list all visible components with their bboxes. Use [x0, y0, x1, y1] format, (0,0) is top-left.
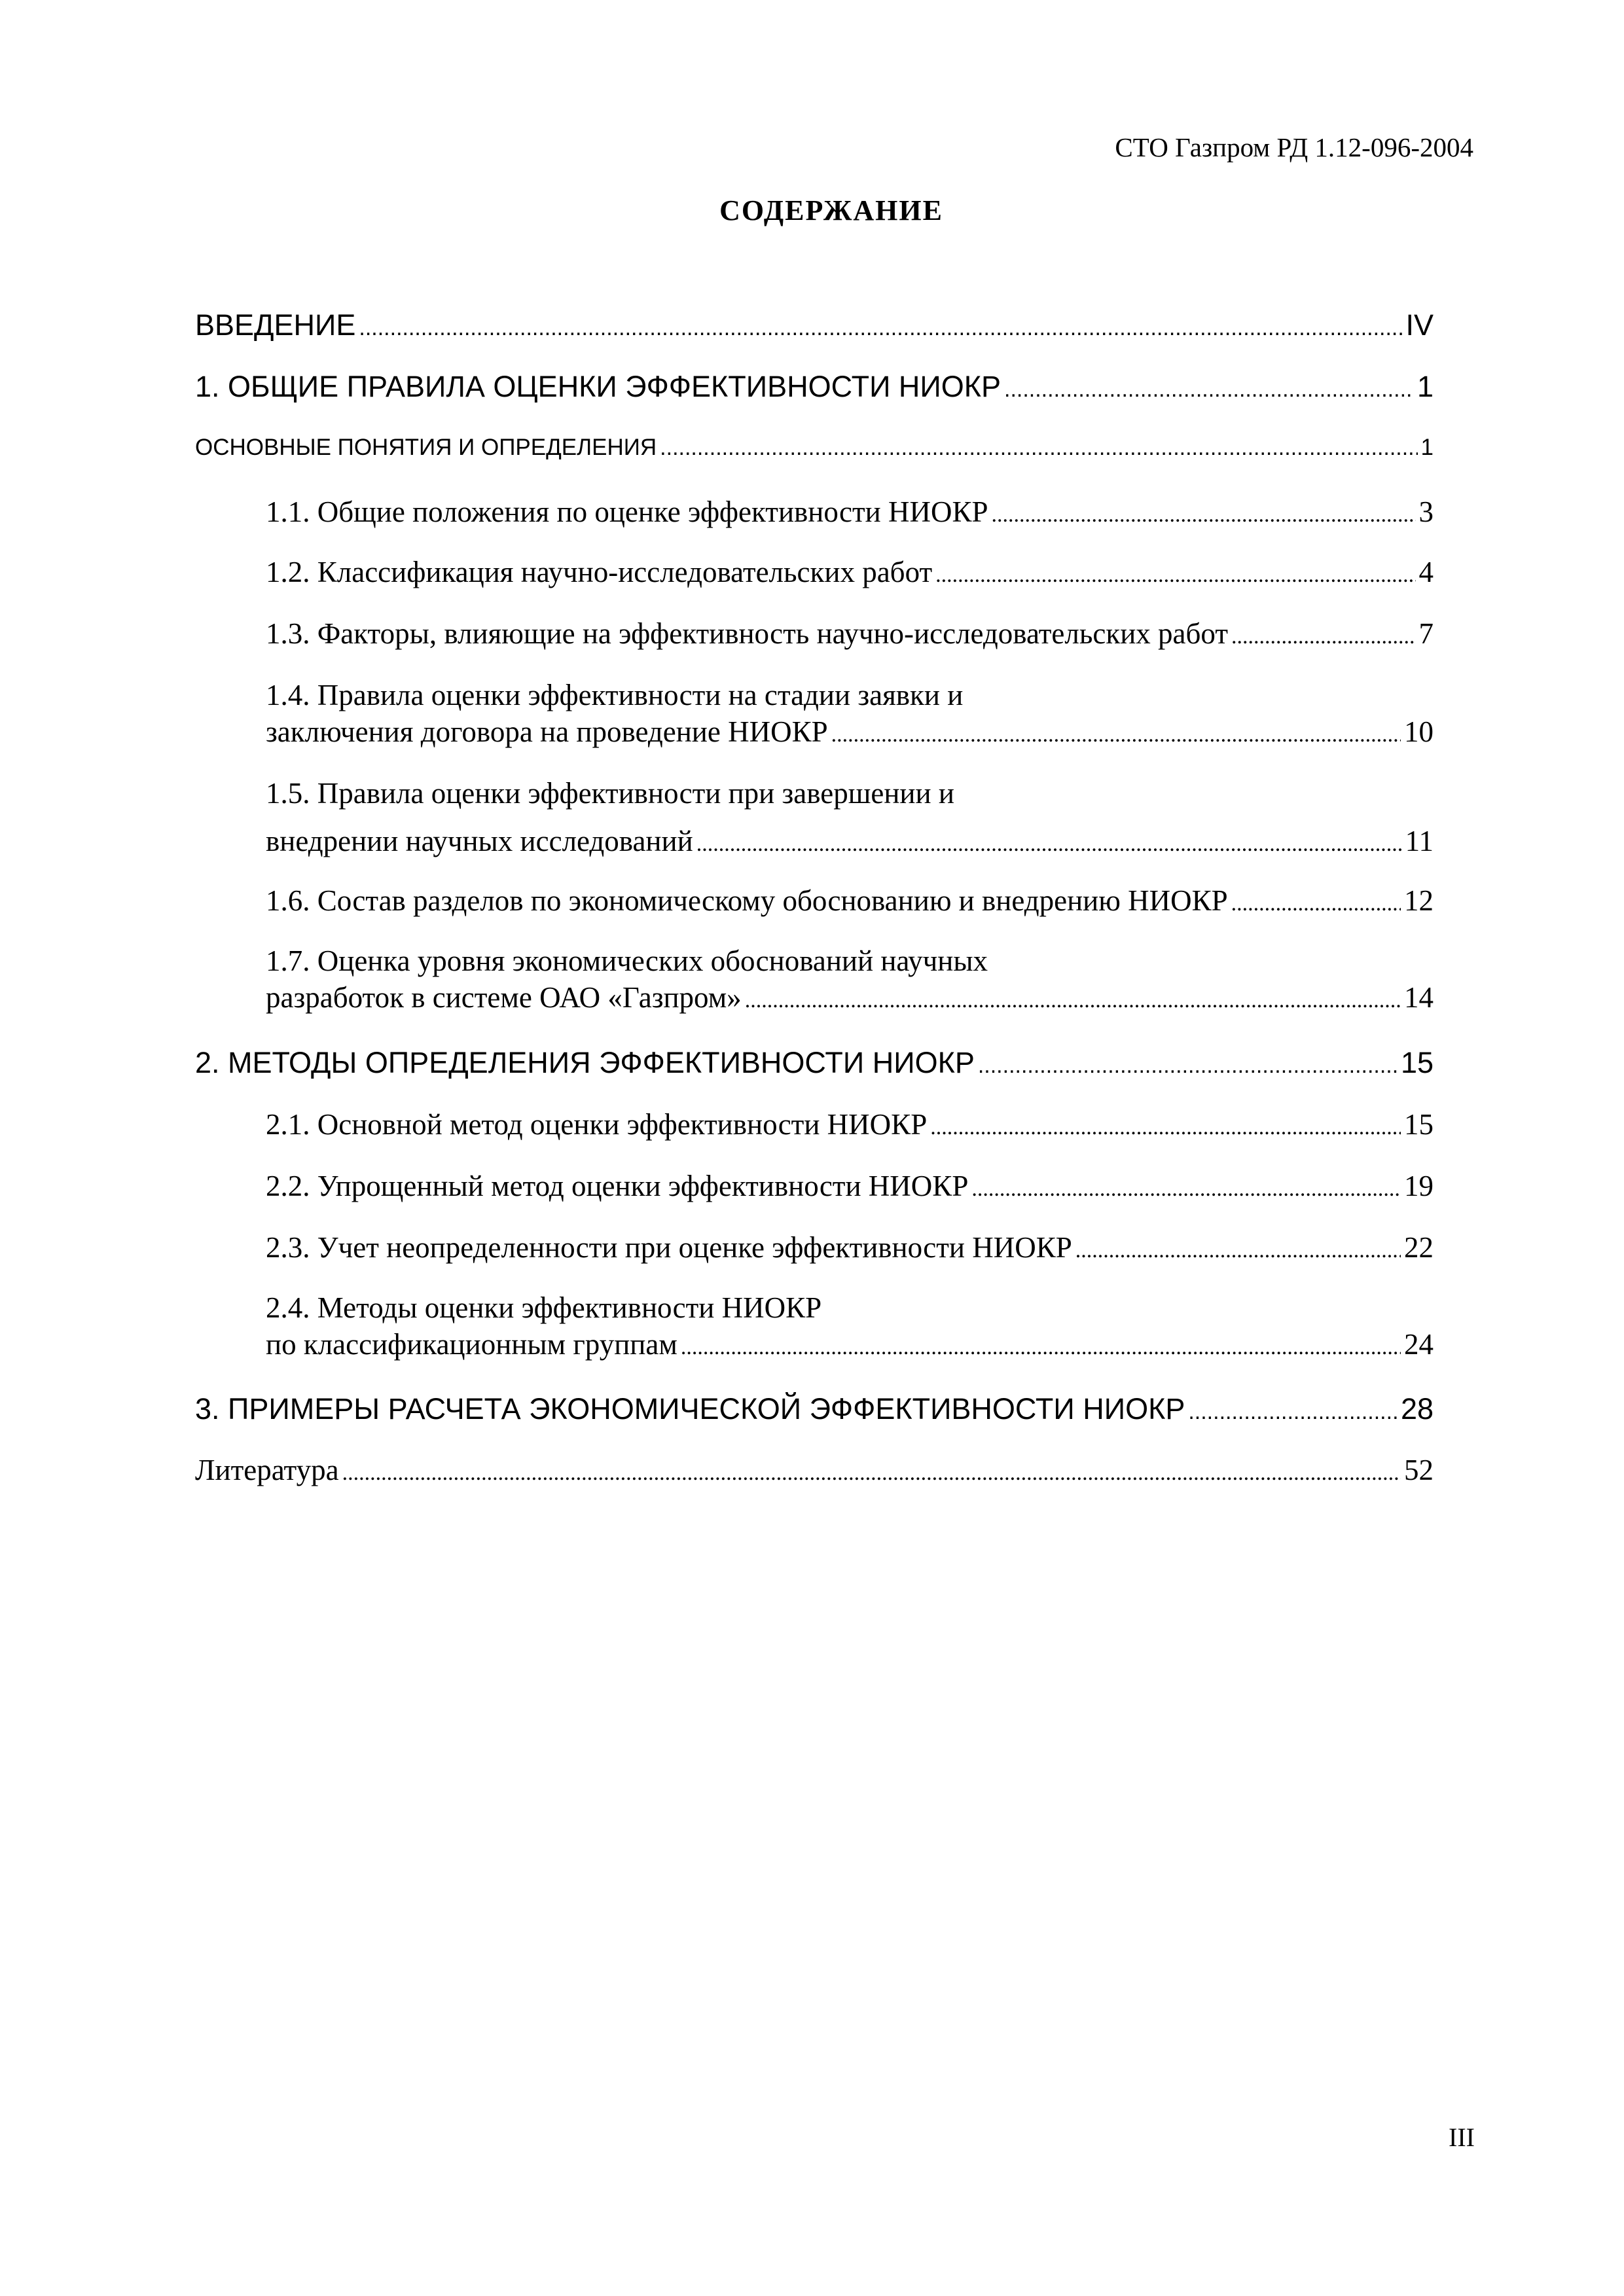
toc-leader-dots	[1188, 1401, 1398, 1423]
toc-entry-page: IV	[1405, 308, 1434, 342]
toc-entry-title: 1. ОБЩИЕ ПРАВИЛА ОЦЕНКИ ЭФФЕКТИВНОСТИ НИОКР	[195, 370, 1001, 403]
toc-leader-dots	[1231, 893, 1401, 915]
toc-entry-section-1-2[interactable]	[266, 558, 1434, 587]
toc-entry-title: разработок в системе ОАО «Газпром»	[266, 981, 742, 1014]
toc-leader-dots	[1231, 626, 1416, 648]
toc-leader-dots	[1004, 378, 1414, 401]
toc-entry-title: 2.2. Упрощенный метод оценки эффективности НИОКР	[266, 1170, 969, 1202]
toc-entry-section-2-3[interactable]	[266, 1233, 1434, 1263]
toc-entry-title: 1.2. Классификация научно-исследовательских работ	[266, 556, 933, 588]
toc-entry-title: 3. ПРИМЕРЫ РАСЧЕТА ЭКОНОМИЧЕСКОЙ ЭФФЕКТИВНОСТИ НИОКР	[195, 1392, 1185, 1426]
toc-leader-dots	[930, 1117, 1401, 1139]
toc-entry-page: 12	[1404, 884, 1434, 917]
document-code: СТО Газпром РД 1.12-096-2004	[1115, 132, 1473, 162]
toc-entry-title: внедрении научных исследований	[266, 825, 693, 857]
toc-entry-title-line: 2.4. Методы оценки эффективности НИОКР	[266, 1291, 822, 1324]
toc-leader-dots	[935, 564, 1415, 586]
toc-leader-dots	[745, 990, 1401, 1012]
toc-entry-page: 52	[1404, 1454, 1434, 1486]
toc-entry-page: 14	[1404, 981, 1434, 1014]
page-number: III	[1449, 2123, 1475, 2152]
toc-entry-title: 2.1. Основной метод оценки эффективности НИОКР	[266, 1108, 928, 1141]
toc-entry-section-1-7[interactable]	[266, 946, 1434, 1013]
toc-entry-literature[interactable]	[195, 1456, 1434, 1485]
toc-entry-chapter-2[interactable]	[195, 1048, 1434, 1077]
toc-entry-section-1-6[interactable]	[266, 886, 1434, 916]
toc-entry-page: 3	[1418, 495, 1434, 528]
toc-entry-title-line: 1.7. Оценка уровня экономических обоснований научных	[266, 944, 988, 977]
toc-leader-dots	[696, 833, 1402, 855]
toc-entry-page: 28	[1400, 1392, 1434, 1426]
toc-entry-title: заключения договора на проведение НИОКР	[266, 715, 828, 748]
toc-entry-page: 24	[1404, 1328, 1434, 1361]
toc-entry-title-line: 1.5. Правила оценки эффективности при завершении и	[266, 777, 954, 810]
toc-entry-terms-definitions[interactable]	[195, 436, 1434, 459]
page-title: СОДЕРЖАНИЕ	[719, 194, 943, 226]
toc-entry-title: 2.3. Учет неопределенности при оценке эффективности НИОКР	[266, 1231, 1072, 1264]
toc-entry-page: 22	[1404, 1231, 1434, 1264]
toc-entry-page: 7	[1418, 617, 1434, 650]
toc-entry-page: 19	[1404, 1170, 1434, 1202]
toc-entry-page: 15	[1404, 1108, 1434, 1141]
toc-entry-section-1-1[interactable]	[266, 497, 1434, 527]
toc-leader-dots	[971, 1178, 1401, 1200]
toc-entry-section-2-1[interactable]	[266, 1110, 1434, 1139]
toc-entry-page: 10	[1404, 715, 1434, 748]
toc-entry-title: ОСНОВНЫЕ ПОНЯТИЯ И ОПРЕДЕЛЕНИЯ	[195, 435, 657, 460]
toc-entry-section-1-5[interactable]	[266, 779, 1434, 856]
toc-leader-dots	[681, 1336, 1401, 1359]
toc-leader-dots	[978, 1054, 1398, 1077]
toc-entry-title: 2. МЕТОДЫ ОПРЕДЕЛЕНИЯ ЭФФЕКТИВНОСТИ НИОКР	[195, 1046, 975, 1079]
toc-entry-chapter-3[interactable]	[195, 1394, 1434, 1424]
toc-entry-page: 1	[1416, 370, 1434, 403]
toc-entry-title-line: 1.4. Правила оценки эффективности на стадии заявки и	[266, 679, 964, 711]
toc-entry-title: 1.6. Состав разделов по экономическому обоснованию и внедрению НИОКР	[266, 884, 1228, 917]
toc-entry-page: 1	[1420, 435, 1434, 460]
toc-leader-dots	[992, 504, 1416, 526]
toc-entry-page: 4	[1418, 556, 1434, 588]
toc-leader-dots	[660, 437, 1417, 459]
toc-entry-title: Литература	[195, 1454, 339, 1486]
toc-leader-dots	[359, 317, 1402, 339]
toc-entry-section-1-4[interactable]	[266, 681, 1434, 747]
toc-entry-title: 1.3. Факторы, влияющие на эффективность научно-исследовательских работ	[266, 617, 1228, 650]
toc-leader-dots	[1075, 1240, 1401, 1262]
toc-entry-page: 15	[1400, 1046, 1434, 1079]
toc-entry-title: ВВЕДЕНИЕ	[195, 308, 356, 342]
toc-entry-chapter-1[interactable]	[195, 372, 1434, 401]
toc-entry-title: 1.1. Общие положения по оценке эффективности НИОКР	[266, 495, 988, 528]
toc-entry-introduction[interactable]	[195, 310, 1434, 340]
toc-leader-dots	[831, 724, 1401, 746]
toc-entry-section-1-3[interactable]	[266, 619, 1434, 649]
toc-entry-page: 11	[1405, 825, 1434, 857]
toc-entry-section-2-4[interactable]	[266, 1293, 1434, 1359]
toc-entry-section-2-2[interactable]	[266, 1172, 1434, 1201]
toc-entry-title: по классификационным группам	[266, 1328, 677, 1361]
toc-leader-dots	[342, 1462, 1401, 1484]
